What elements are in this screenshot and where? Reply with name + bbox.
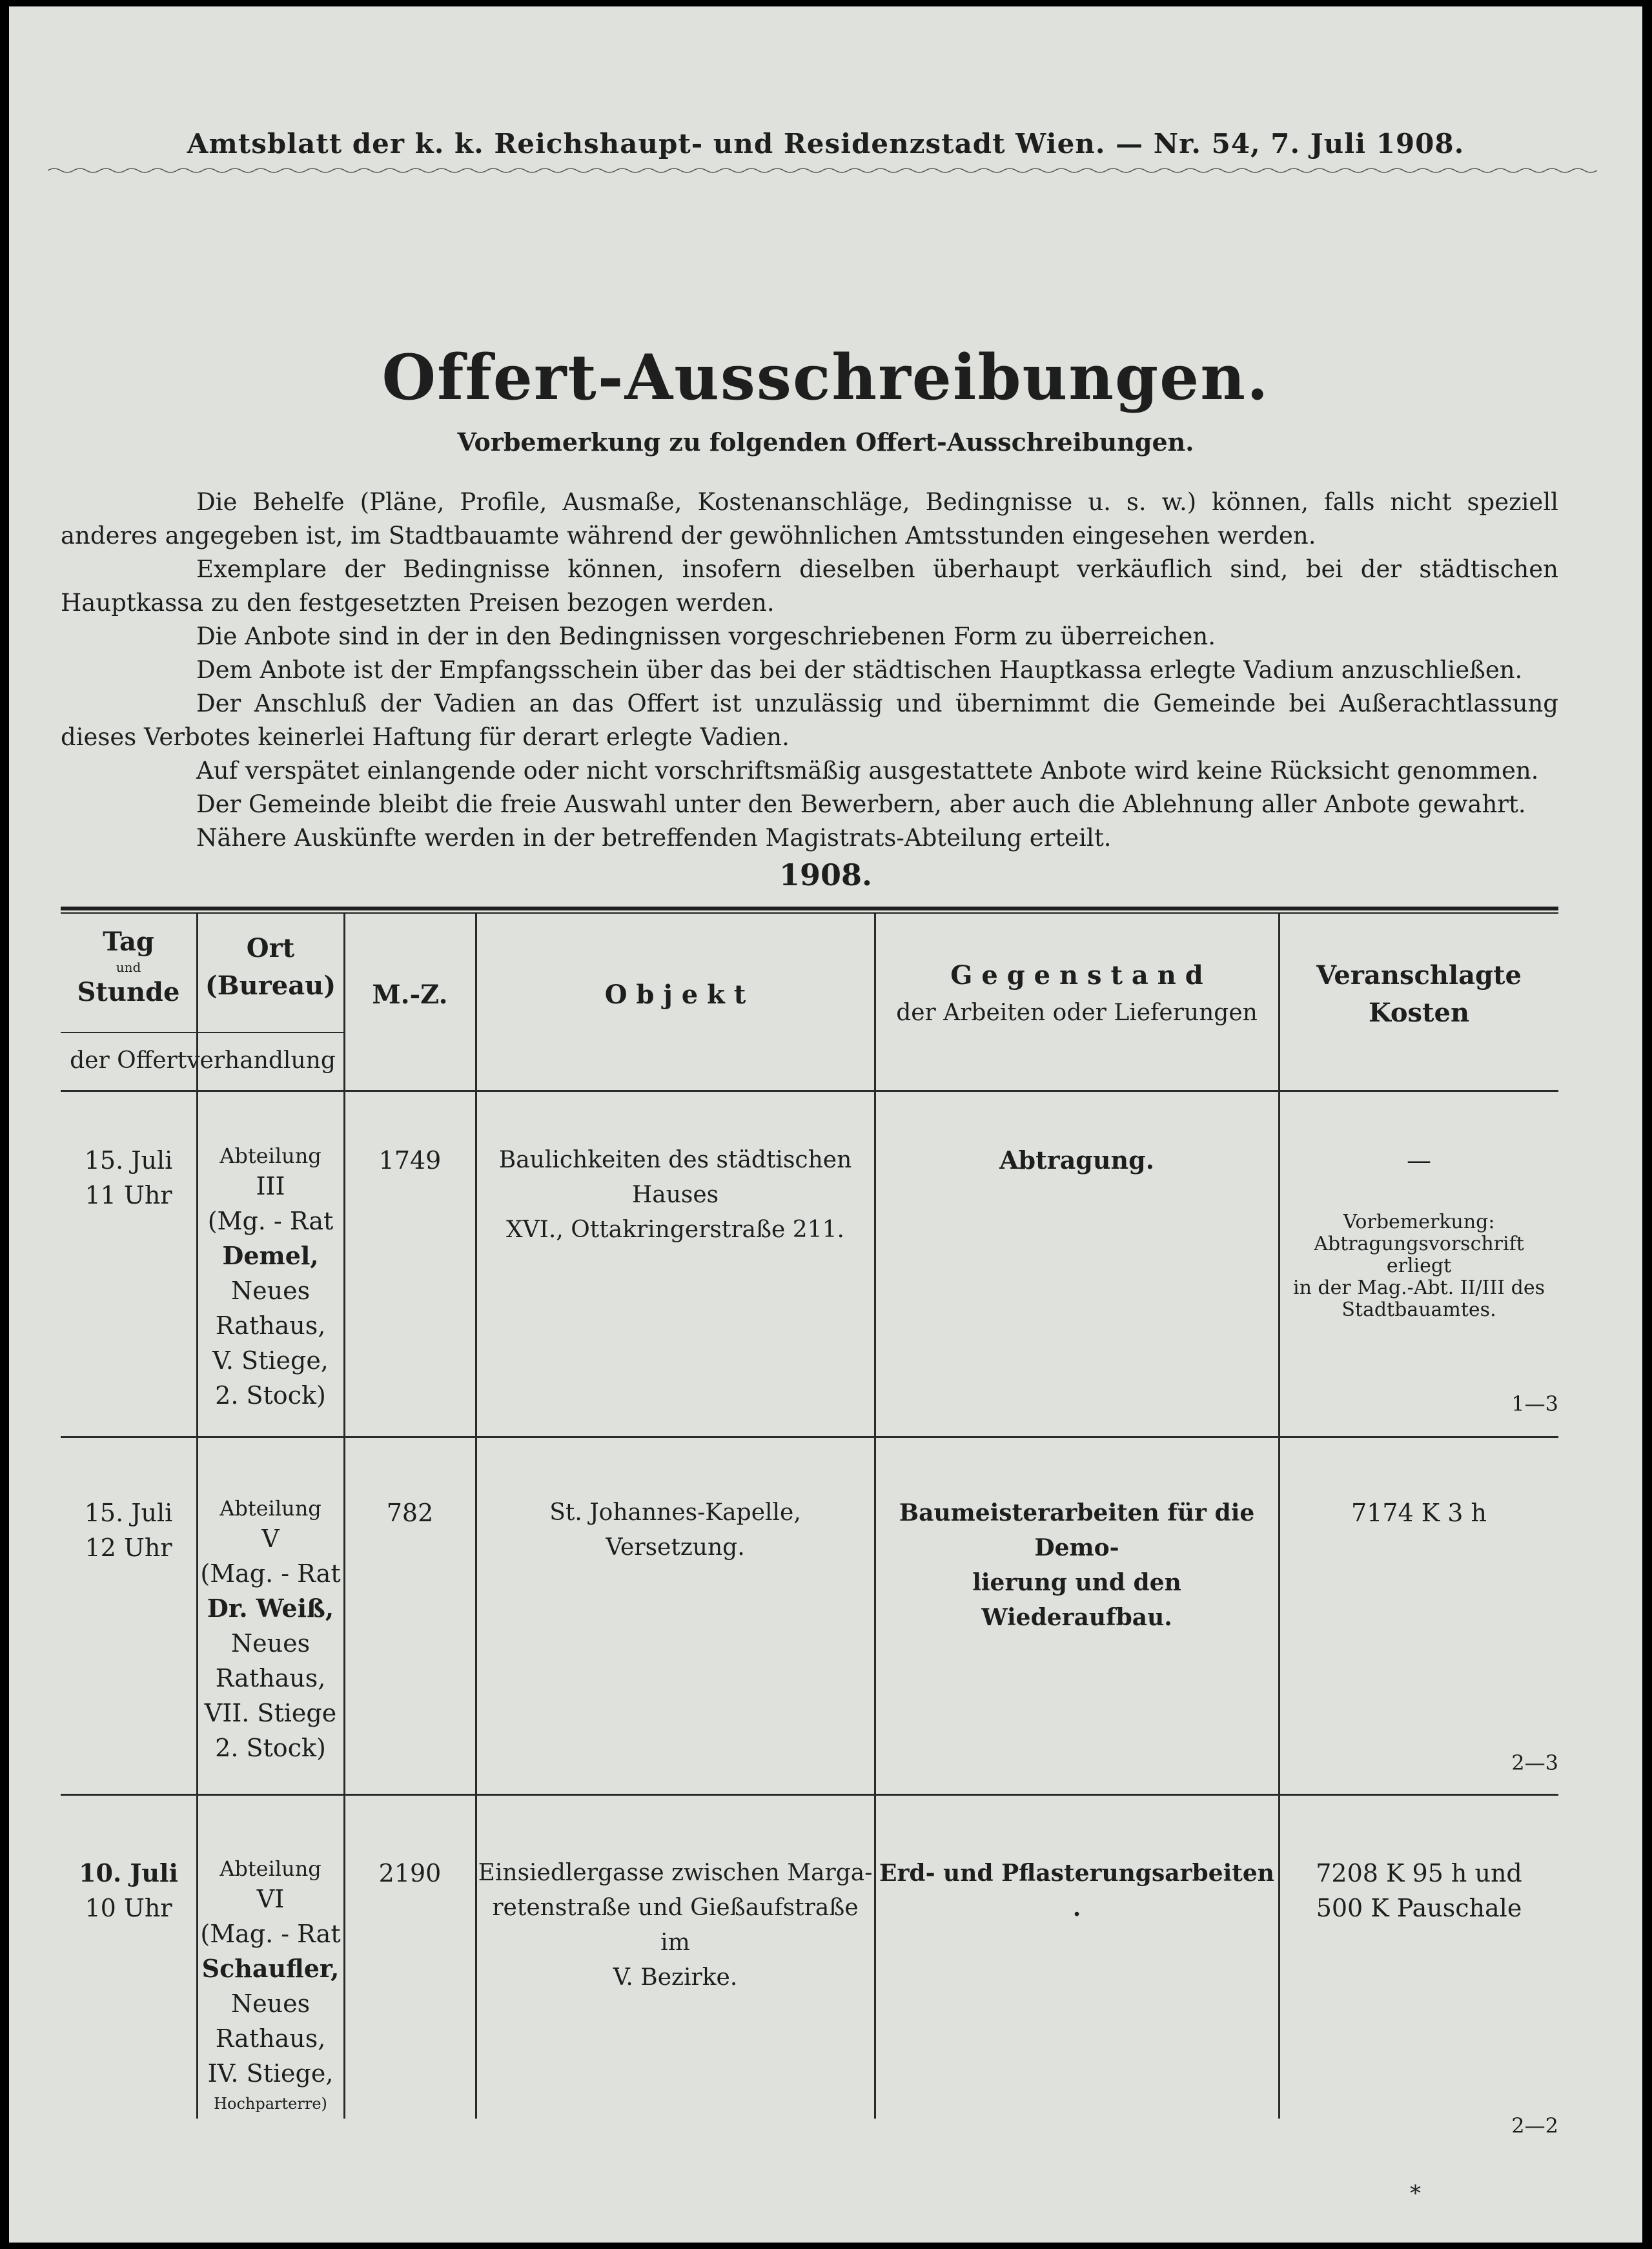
row-ort — [198, 1143, 343, 1413]
row-date-time — [61, 1143, 196, 1213]
header-gegenstand-label: G e g e n s t a n d — [950, 960, 1203, 991]
row-ort-line: Neues — [230, 1277, 311, 1305]
intro-paragraph: Exemplare der Bedingnisse können, insofern dieselben überhaupt verkäuflich sind, bei der städtischen Hauptkassa zu den festgesetzten Preisen bezogen werden. — [61, 555, 1558, 617]
header-offertverhandlung: der Offertverhandlung — [70, 1047, 336, 1074]
header-gegenstand — [875, 957, 1278, 1032]
page-title: Offert-Ausschreibungen. — [382, 341, 1270, 414]
row-ort-head: Abteilung — [219, 1144, 321, 1168]
row-note-line: Stadtbauamtes. — [1341, 1299, 1496, 1321]
row-kosten-line: 500 K Pauschale — [1316, 1894, 1522, 1922]
wavy-rule — [48, 167, 1597, 174]
header-kosten-label-2: Kosten — [1368, 998, 1470, 1028]
row-ort-line: (Mag. - Rat — [200, 1559, 341, 1588]
intro-paragraph: Der Anschluß der Vadien an das Offert ist unzulässig und übernimmt die Gemeinde bei Außerachtlassung dieses Verbotes keinerlei Haftung für derart erlegte Vadien. — [61, 690, 1558, 751]
row-ort-line: 2. Stock) — [215, 1381, 326, 1410]
running-head: Amtsblatt der k. k. Reichshaupt- und Residenzstadt Wien. — Nr. 54, 7. Juli 1908. — [187, 128, 1465, 159]
row-ort-head: Abteilung — [219, 1496, 321, 1521]
row-ort-line: Rathaus, — [215, 2024, 326, 2053]
row-divider — [61, 1436, 1558, 1438]
header-stunde: Stunde — [77, 977, 180, 1007]
header-ort — [198, 930, 343, 1005]
row-ort-line: Rathaus, — [215, 1664, 326, 1692]
row-objekt — [476, 1856, 874, 1995]
row-ort-line: VII. Stiege — [204, 1699, 337, 1727]
row-gegenstand: Erd- und Pflasterungsarbeiten . — [879, 1860, 1274, 1922]
row-gegenstand: Abtragung. — [999, 1145, 1154, 1175]
row-ort-line: V. Stiege, — [212, 1346, 329, 1375]
header-mz: M.-Z. — [372, 980, 448, 1010]
row-ort-line: (Mag. - Rat — [200, 1920, 341, 1948]
row-kosten — [1280, 1856, 1558, 1926]
header-gegenstand-sub: der Arbeiten oder Lieferungen — [896, 1000, 1258, 1026]
intro-text — [61, 486, 1558, 855]
row-date-time — [61, 1495, 196, 1565]
row-date: 15. Juli — [84, 1499, 173, 1527]
row-gegenstand-line: lierung und den Wiederaufbau. — [972, 1569, 1181, 1631]
row-ort-line: Neues — [230, 1989, 311, 2018]
table-top-rule-thin — [61, 912, 1558, 914]
row-mz: 1749 — [378, 1146, 442, 1175]
row-time: 12 Uhr — [85, 1534, 172, 1562]
intro-paragraph: Der Gemeinde bleibt die freie Auswahl unter den Bewerbern, aber auch die Ablehnung aller Anbote gewahrt. — [196, 790, 1526, 818]
row-note — [1280, 1211, 1558, 1321]
row-ort — [198, 1856, 343, 2117]
row-kosten-line: 7208 K 95 h und — [1316, 1859, 1522, 1887]
row-objekt-line: V. Bezirke. — [613, 1964, 738, 1991]
row-ort-line: VI — [256, 1885, 285, 1913]
header-kosten-label-1: Veranschlagte — [1316, 960, 1522, 991]
row-ort-line: Schaufler, — [201, 1954, 340, 1983]
row-note-line: Abtragungsvorschrift erliegt — [1314, 1233, 1524, 1277]
row-mz: 782 — [386, 1499, 434, 1527]
year-heading: 1908. — [779, 857, 873, 892]
footer-mark: * — [1410, 2181, 1421, 2206]
header-tag-stunde — [61, 923, 196, 1011]
header-mid-rule — [61, 1032, 345, 1033]
table-top-rule — [61, 907, 1558, 910]
row-ort — [198, 1495, 343, 1765]
row-objekt-line: retenstraße und Gießaufstraße im — [492, 1895, 859, 1956]
row-ort-line: (Mg. - Rat — [207, 1207, 334, 1235]
row-ort-line: IV. Stiege, — [207, 2059, 334, 2088]
intro-paragraph: Dem Anbote ist der Empfangsschein über das bei der städtischen Hauptkassa erlegte Vadium anzuschließen. — [196, 656, 1523, 684]
row-time: 10 Uhr — [85, 1894, 172, 1922]
row-date: 10. Juli — [79, 1858, 178, 1887]
row-kosten: 7174 K 3 h — [1351, 1499, 1487, 1527]
row-ort-line: 2. Stock) — [215, 1734, 326, 1762]
row-ort-line: V — [261, 1525, 280, 1553]
header-objekt: O b j e k t — [604, 980, 746, 1010]
intro-paragraph: Auf verspätet einlangende oder nicht vorschriftsmäßig ausgestattete Anbote wird keine Rücksicht genommen. — [196, 757, 1539, 785]
row-ort-line: Neues — [230, 1629, 311, 1658]
intro-paragraph: Nähere Auskünfte werden in der betreffenden Magistrats-Abteilung erteilt. — [196, 824, 1112, 852]
row-kosten: — — [1407, 1146, 1431, 1175]
row-objekt-line: Einsiedlergasse zwischen Marga- — [478, 1860, 873, 1886]
header-bottom-rule — [61, 1090, 1558, 1092]
row-date-time — [61, 1856, 196, 1926]
row-objekt: St. Johannes-Kapelle, Versetzung. — [549, 1499, 801, 1561]
page-subtitle: Vorbemerkung zu folgenden Offert-Ausschreibungen. — [457, 427, 1194, 457]
row-mz: 2190 — [378, 1859, 442, 1887]
row-ref: 2—3 — [1511, 1751, 1558, 1775]
row-objekt-line: Baulichkeiten des städtischen Hauses — [498, 1147, 852, 1208]
row-gegenstand-line: Baumeisterarbeiten für die Demo- — [899, 1499, 1255, 1561]
row-note-line: in der Mag.-Abt. II/III des — [1292, 1277, 1545, 1299]
header-und: und — [116, 960, 141, 975]
row-note-line: Vorbemerkung: — [1343, 1211, 1495, 1233]
intro-paragraph: Die Behelfe (Pläne, Profile, Ausmaße, Kostenanschläge, Bedingnisse u. s. w.) können, falls nicht speziell anderes angegeben ist, im Stadtbauamte während der gewöhnlichen Amtsstunden eingesehen werden. — [61, 488, 1558, 549]
document-page — [9, 6, 1642, 2243]
row-ref: 1—3 — [1511, 1392, 1558, 1416]
row-objekt — [476, 1143, 874, 1248]
row-ort-line: Demel, — [222, 1241, 319, 1270]
header-bureau-label: (Bureau) — [205, 970, 336, 1001]
row-ort-line: III — [256, 1172, 285, 1200]
row-ort-line: Rathaus, — [215, 1311, 326, 1340]
header-kosten — [1280, 957, 1558, 1032]
row-ref: 2—2 — [1511, 2113, 1558, 2138]
row-ort-head: Abteilung — [219, 1856, 321, 1881]
row-ort-line: Hochparterre) — [214, 2095, 327, 2113]
row-objekt-line: XVI., Ottakringerstraße 211. — [506, 1217, 844, 1243]
row-date: 15. Juli — [84, 1146, 173, 1175]
header-ort-label: Ort — [246, 933, 295, 963]
row-divider — [61, 1794, 1558, 1796]
row-ort-line: Dr. Weiß, — [207, 1594, 334, 1623]
row-time: 11 Uhr — [85, 1181, 172, 1209]
intro-paragraph: Die Anbote sind in der in den Bedingnissen vorgeschriebenen Form zu überreichen. — [196, 622, 1216, 650]
row-gegenstand — [875, 1495, 1278, 1635]
header-tag: Tag — [103, 927, 154, 957]
